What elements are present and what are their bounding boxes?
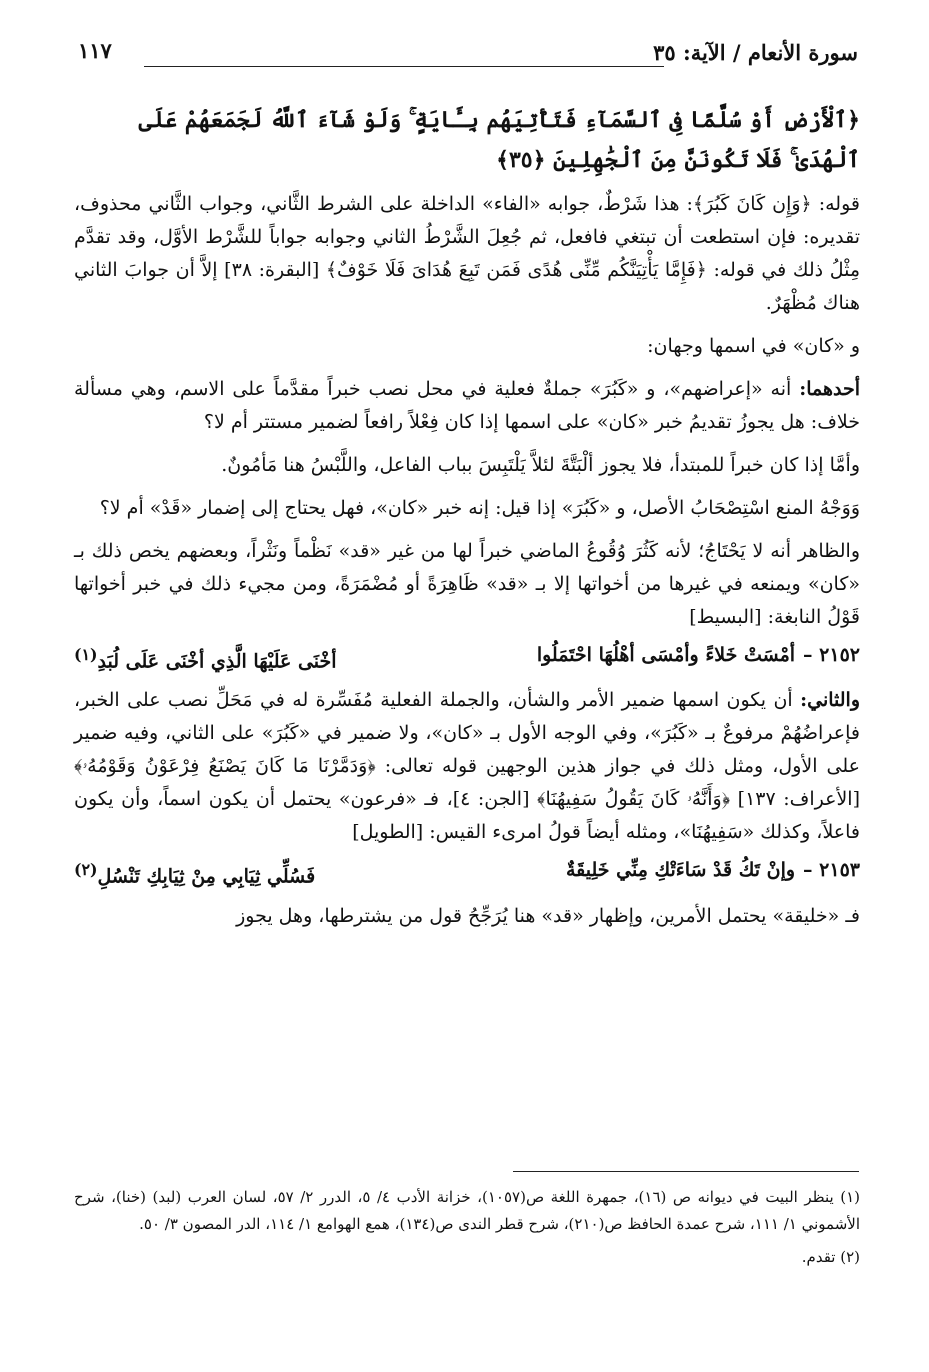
main-text bbox=[74, 100, 860, 933]
footnote-ref-1: (١) bbox=[73, 645, 98, 664]
verse-first-hemistich: أمْسَتْ خَلاءً وأمْسَى أهْلُهَا احْتَمَلُوا bbox=[536, 644, 796, 666]
paragraph-7-text: أن يكون اسمها ضمير الأمر والشأن، والجملة الفعلية مُفَسِّرة له في مَحَلِّ نصب على الخبر، فإعراضُهُمْ مرفوعٌ بـ «كَبُرَ»، وفي الوجه الأول بـ «كان»، ولا ضمير في «كَبُرَ» على الثاني، وفيه ضمير على الأول، ومثل ذلك في جواز هذين الوجهين قوله تعالى: ﴿وَدَمَّرْنَا مَا كَانَ يَصْنَعُ فِرْعَوْنُ وَقَوْمُهُۥ﴾ [الأعراف: ١٣٧] ﴿وَأَنَّهُۥ كَانَ يَقُولُ سَفِيهُنَا﴾ [الجن: ٤]، فـ «فرعون» يحتمل أن يكون اسماً، وأن يكون فاعلاً، وكذلك «سَفِيهُنَا»، ومثله أيضاً قولُ امرىء القيس: [الطويل] bbox=[74, 689, 861, 844]
verse-second-hemistich-text: أخْنَى عَلَيْهَا الَّذِي أخْنَى عَلَى لُبَدِ bbox=[97, 650, 337, 673]
paragraph-3-label: أحدهما: bbox=[799, 378, 860, 400]
paragraph-7 bbox=[74, 684, 860, 849]
paragraph-2: و «كان» في اسمها وجهان: bbox=[647, 335, 860, 357]
poetry-verse-2152 bbox=[74, 638, 860, 678]
verse-first-hemistich: وإنْ تَكُ قَدْ سَاءَتْكِ مِنِّي خَلِيقَةٌ bbox=[565, 859, 796, 882]
quran-verse: ﴿ٱلْأَرْضِ أَوْ سُلَّمًا فِى ٱلسَّمَآءِ فَتَأْتِيَهُم بِـَٔايَةٍ ۚ وَلَوْ شَآءَ ٱللَّهُ لَجَمَعَهُمْ عَلَى ٱلْهُدَىٰ ۚ فَلَا تَكُونَنَّ مِنَ ٱلْجَٰهِلِينَ ﴿٣٥﴾ bbox=[138, 107, 860, 173]
paragraph-4: وأمَّا إذا كان خبراً للمبتدأ، فلا يجوز ألْبَتَّةَ لئلاَّ يَلْتَبِسَ بباب الفاعل، واللَّبْسُ هنا مَأمُونٌ. bbox=[221, 454, 860, 476]
footnote-rule bbox=[513, 1171, 859, 1172]
verse-number: ٢١٥٣ – bbox=[803, 859, 860, 882]
paragraph-1: قوله: ﴿وَإِن كَانَ كَبُرَ﴾: هذا شَرْطٌ، جوابه «الفاء» الداخلة على الشرط الثَّاني، وجواب الثَّاني محذوف، تقديره: فإن استطعت أن تبتغي فافعل، ثم جُعِلَ الشَّرْطُ الثاني وجوابه جواباً للشَّرْط الأوَّل، وقد تقدَّم مِثْلُ ذلك في قوله: ﴿فَإِمَّا يَأْتِيَنَّكُم مِّنِّى هُدًى فَمَن تَبِعَ هُدَاىَ فَلَا خَوْفٌ﴾ [البقرة: ٣٨] إلاَّ أن جوابَ الثاني هناك مُظْهَرٌ. bbox=[74, 193, 860, 314]
footnote-2: (٢) تقدم. bbox=[801, 1248, 860, 1266]
paragraph-3 bbox=[74, 373, 860, 439]
verse-second-hemistich bbox=[74, 638, 435, 678]
paragraph-8: فـ «خليقة» يحتمل الأمرين، وإظهار «قد» هنا يُرَجِّحُ قول من يشترطها، وهل يجوز bbox=[236, 904, 860, 927]
paragraph-3-text: أنه «إعراضهم»، و «كَبُرَ» جملةٌ فعلية في محل نصب خبراً مقدَّماً على الاسم، وهي مسألة خلاف: هل يجوزُ تقديمُ خبر «كان» على اسمها إذا كان فِعْلاً رافعاً لضمير مستتر أم لا؟ bbox=[74, 378, 860, 433]
footnotes bbox=[74, 1184, 860, 1271]
page-header bbox=[72, 36, 858, 76]
verse-second-hemistich-text: فَسُلِّي ثِيَابِي مِنْ ثِيَابِكِ تَنْسُلِ bbox=[97, 865, 316, 888]
paragraph-6: والظاهر أنه لا يَحْتَاجُ؛ لأنه كَثُرَ وُقُوعُ الماضي خبراً لها من غير «قد» نَظْماً ونَثْراً، وبعضهم يخص ذلك بـ «كان» ويمنعه في غيرها من أخواتها إلا بـ «قد» ظَاهِرَةً أو مُضْمَرَةً، ومن مجيء ذلك في خبر أخواتها قَوْلُ النابغة: [البسيط] bbox=[74, 540, 860, 628]
poetry-verse-2153 bbox=[74, 853, 860, 893]
footnote-ref-2: (٢) bbox=[73, 860, 98, 880]
paragraph-7-label: والثاني: bbox=[800, 689, 860, 712]
header-rule bbox=[144, 66, 664, 67]
paragraph-5: وَوَجْهُ المنع اسْتِصْحَابُ الأصل، و «كَبُرَ» إذا قيل: إنه خبر «كان»، فهل يحتاج إلى إضمار «قَدْ» أم لا؟ bbox=[99, 497, 860, 519]
running-title: سورة الأنعام / الآية: ٣٥ bbox=[653, 40, 858, 65]
page-number: ١١٧ bbox=[78, 38, 112, 63]
footnote-1: (١) ينظر البيت في ديوانه ص (١٦)، جمهرة اللغة ص(١٠٥٧)، خزانة الأدب ٤/ ٥، الدرر ٢/ ٥٧، لسان العرب (لبد) (خنا)، شرح الأشموني ١/ ١١١، شرح عمدة الحافظ ص(٢١٠)، شرح قطر الندى ص(١٣٤)، همع الهوامع ١/ ١١٤، الدر المصون ٣/ ٥٠. bbox=[74, 1188, 860, 1233]
verse-second-hemistich bbox=[74, 853, 435, 893]
verse-number: ٢١٥٢ – bbox=[803, 644, 860, 666]
